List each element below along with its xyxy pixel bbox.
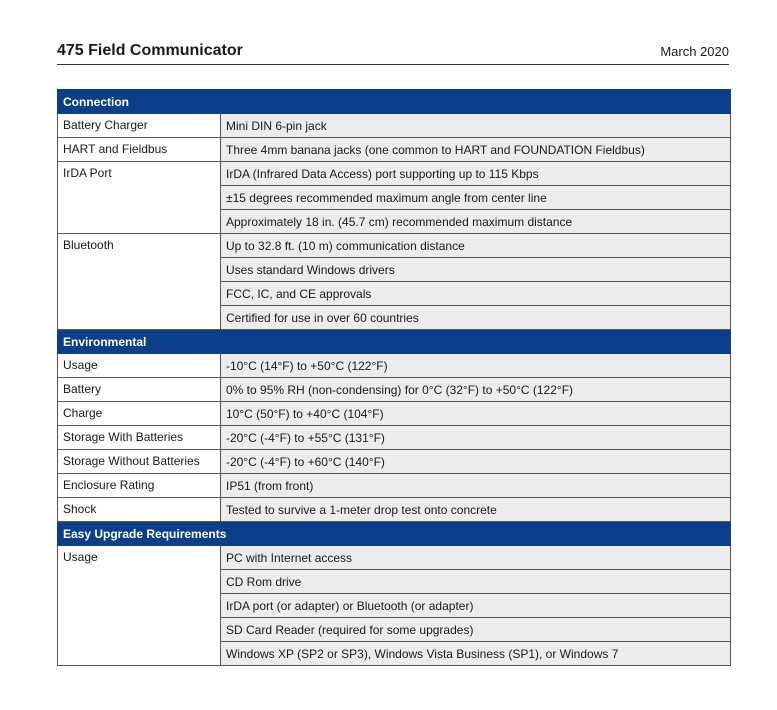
table-row bbox=[58, 402, 731, 426]
spec-value: IrDA port (or adapter) or Bluetooth (or adapter) bbox=[221, 594, 731, 618]
spec-value: SD Card Reader (required for some upgrades) bbox=[221, 618, 731, 642]
spec-value: Uses standard Windows drivers bbox=[221, 258, 731, 282]
spec-value: Windows XP (SP2 or SP3), Windows Vista Business (SP1), or Windows 7 bbox=[221, 642, 731, 666]
spec-value: IP51 (from front) bbox=[221, 474, 731, 498]
specifications-table bbox=[57, 89, 731, 666]
spec-value: PC with Internet access bbox=[221, 546, 731, 570]
table-row bbox=[58, 546, 731, 570]
table-row bbox=[58, 114, 731, 138]
spec-label: Storage With Batteries bbox=[58, 426, 221, 450]
spec-value: ±15 degrees recommended maximum angle from center line bbox=[221, 186, 731, 210]
table-row bbox=[58, 426, 731, 450]
spec-value: Three 4mm banana jacks (one common to HART and FOUNDATION Fieldbus) bbox=[221, 138, 731, 162]
spec-value: 10°C (50°F) to +40°C (104°F) bbox=[221, 402, 731, 426]
table-row bbox=[58, 378, 731, 402]
spec-value: -20°C (-4°F) to +60°C (140°F) bbox=[221, 450, 731, 474]
spec-label: Battery bbox=[58, 378, 221, 402]
spec-value: IrDA (Infrared Data Access) port supporting up to 115 Kbps bbox=[221, 162, 731, 186]
spec-value: Certified for use in over 60 countries bbox=[221, 306, 731, 330]
spec-label: IrDA Port bbox=[58, 162, 221, 234]
spec-value: -20°C (-4°F) to +55°C (131°F) bbox=[221, 426, 731, 450]
spec-label: Bluetooth bbox=[58, 234, 221, 330]
section-title: Easy Upgrade Requirements bbox=[58, 522, 731, 546]
spec-value: Approximately 18 in. (45.7 cm) recommended maximum distance bbox=[221, 210, 731, 234]
spec-value: Tested to survive a 1-meter drop test onto concrete bbox=[221, 498, 731, 522]
table-row bbox=[58, 474, 731, 498]
document-title: 475 Field Communicator bbox=[57, 42, 243, 59]
spec-value: Mini DIN 6-pin jack bbox=[221, 114, 731, 138]
table-row bbox=[58, 354, 731, 378]
document-header bbox=[57, 40, 729, 65]
table-row bbox=[58, 162, 731, 186]
spec-label: Usage bbox=[58, 546, 221, 666]
spec-value: 0% to 95% RH (non-condensing) for 0°C (32°F) to +50°C (122°F) bbox=[221, 378, 731, 402]
spec-label: Usage bbox=[58, 354, 221, 378]
spec-label: Storage Without Batteries bbox=[58, 450, 221, 474]
spec-label: Shock bbox=[58, 498, 221, 522]
table-row bbox=[58, 498, 731, 522]
spec-value: -10°C (14°F) to +50°C (122°F) bbox=[221, 354, 731, 378]
section-header-row bbox=[58, 90, 731, 114]
spec-value: CD Rom drive bbox=[221, 570, 731, 594]
document-date: March 2020 bbox=[660, 44, 729, 59]
spec-label: HART and Fieldbus bbox=[58, 138, 221, 162]
spec-label: Battery Charger bbox=[58, 114, 221, 138]
table-row bbox=[58, 450, 731, 474]
section-header-row bbox=[58, 330, 731, 354]
spec-label: Charge bbox=[58, 402, 221, 426]
section-title: Environmental bbox=[58, 330, 731, 354]
specifications-table-body bbox=[58, 90, 731, 666]
spec-value: FCC, IC, and CE approvals bbox=[221, 282, 731, 306]
table-row bbox=[58, 234, 731, 258]
section-title: Connection bbox=[58, 90, 731, 114]
table-row bbox=[58, 138, 731, 162]
section-header-row bbox=[58, 522, 731, 546]
spec-label: Enclosure Rating bbox=[58, 474, 221, 498]
spec-value: Up to 32.8 ft. (10 m) communication distance bbox=[221, 234, 731, 258]
